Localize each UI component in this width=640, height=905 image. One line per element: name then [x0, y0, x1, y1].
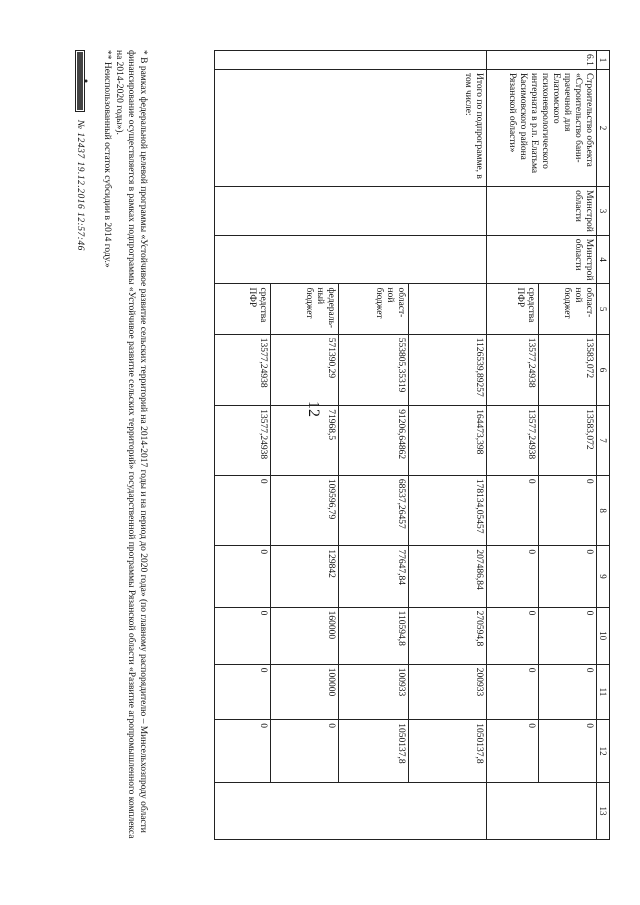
col-header: 10: [596, 607, 609, 664]
col-header: 7: [596, 406, 609, 476]
funding-source: [408, 284, 486, 334]
value-cell: 91206,64862: [338, 406, 408, 476]
executor: Минстрой области: [486, 187, 596, 236]
funding-source: федераль-ный бюджет: [270, 284, 338, 334]
rotated-page-content: [50, 50, 610, 850]
footnote-2: ** Неиспользованный остаток субсидии в 2014 году.»: [102, 50, 113, 268]
col-header: 6: [596, 334, 609, 406]
col-header: 8: [596, 475, 609, 546]
column-numbers-row: [596, 51, 609, 840]
table-row: [408, 51, 486, 840]
value-cell: 100000: [270, 664, 338, 720]
value-cell: 0: [214, 664, 270, 720]
value-cell: 571390,29: [270, 334, 338, 406]
value-cell: 0: [214, 475, 270, 546]
value-cell: 0: [538, 475, 596, 546]
budget-table: [214, 50, 610, 840]
value-cell: 0: [486, 475, 538, 546]
object-name: Строительство объекта «Строительство бани-прачечной для Елатомского психоневрологического интерната в р.п. Елатьма Касимовского района Рязанской области»: [486, 69, 596, 186]
value-cell: 71968,5: [270, 406, 338, 476]
value-cell: 77647,84: [338, 546, 408, 607]
value-cell: 0: [270, 720, 338, 783]
value-cell: 0: [214, 546, 270, 607]
funding-source: област-ной бюджет: [338, 284, 408, 334]
col-header: 11: [596, 664, 609, 720]
funding-source: средства ПФР: [214, 284, 270, 334]
col-header: 2: [596, 69, 609, 186]
footnotes: [101, 50, 149, 840]
value-cell: 207486,84: [408, 546, 486, 607]
value-cell: 100933: [338, 664, 408, 720]
empty-cell: [486, 783, 596, 840]
funding-source: средства ПФР: [486, 284, 538, 334]
value-cell: 0: [538, 720, 596, 783]
value-cell: 160000: [270, 607, 338, 664]
total-label: Итого по подпрограмме, в том числе:: [214, 69, 486, 186]
value-cell: 13577,24938: [486, 334, 538, 406]
col-header: 1: [596, 51, 609, 70]
value-cell: 129842: [270, 546, 338, 607]
col-header: 12: [596, 720, 609, 783]
col-header: 3: [596, 187, 609, 236]
value-cell: 0: [538, 607, 596, 664]
value-cell: 0: [214, 607, 270, 664]
value-cell: 0: [538, 664, 596, 720]
funding-source: област-ной бюджет: [538, 284, 596, 334]
page-number: 12: [305, 401, 322, 417]
table-row: [538, 51, 596, 840]
value-cell: 200933: [408, 664, 486, 720]
value-cell: 13577,24938: [214, 406, 270, 476]
col-header: 13: [596, 783, 609, 840]
col-header: 5: [596, 284, 609, 334]
value-cell: 164473,398: [408, 406, 486, 476]
empty-cell: [214, 783, 486, 840]
col-header: 9: [596, 546, 609, 607]
value-cell: 0: [486, 546, 538, 607]
customer: Минстрой области: [486, 235, 596, 284]
value-cell: 0: [486, 664, 538, 720]
registration-stamp: [68, 50, 90, 410]
value-cell: 270594,8: [408, 607, 486, 664]
value-cell: 1126539,89257: [408, 334, 486, 406]
value-cell: 1050137,8: [408, 720, 486, 783]
stamp-text: № 12437 19.12.2016 12:57:46: [75, 120, 85, 251]
value-cell: 178134,05457: [408, 475, 486, 546]
empty-cell: [214, 235, 486, 284]
value-cell: 13583,072: [538, 406, 596, 476]
value-cell: 13583,072: [538, 334, 596, 406]
footnote-1: * В рамках федеральной целевой программы «Устойчивое развитие сельских территорий на 2014-2017 годы и на период до 2020 года» (по главному распорядителю – Минсельхозпроду области финансирование осуществляется в рамках подпрограммы «Устойчивое развитие сельских территорий» государственной программы Рязанской области «Развитие агропромышленного комплекса на 2014-2020 годы»).: [114, 50, 148, 839]
value-cell: 553805,35319: [338, 334, 408, 406]
value-cell: 0: [486, 720, 538, 783]
value-cell: 0: [214, 720, 270, 783]
value-cell: 109596,79: [270, 475, 338, 546]
value-cell: 0: [538, 546, 596, 607]
empty-cell: [214, 187, 486, 236]
col-header: 4: [596, 235, 609, 284]
consultant-logo-icon: [72, 50, 88, 112]
row-number: [214, 51, 486, 70]
value-cell: 68537,26457: [338, 475, 408, 546]
value-cell: 13577,24938: [486, 406, 538, 476]
value-cell: 1050137,8: [338, 720, 408, 783]
row-number: 6.1: [486, 51, 596, 70]
value-cell: 13577,24938: [214, 334, 270, 406]
value-cell: 110594,8: [338, 607, 408, 664]
value-cell: 0: [486, 607, 538, 664]
